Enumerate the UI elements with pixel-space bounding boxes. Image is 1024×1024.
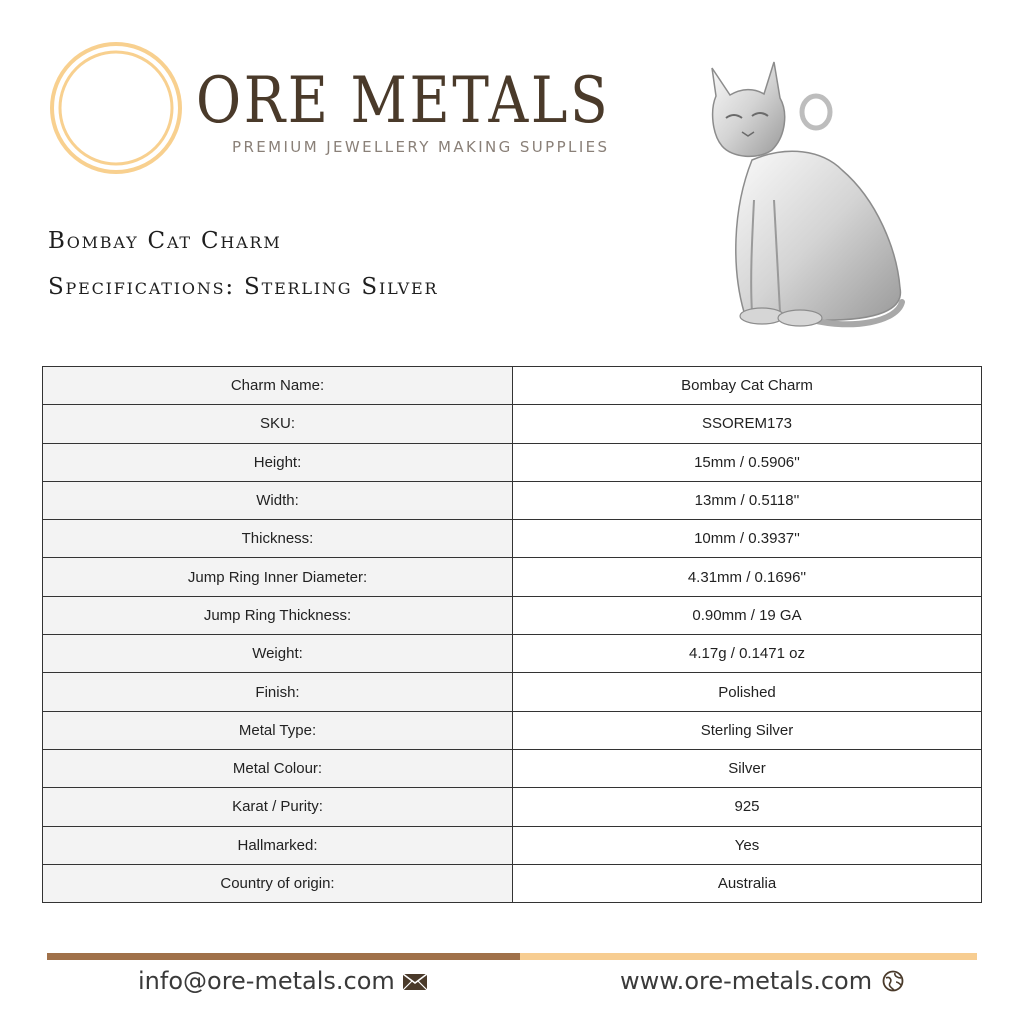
spec-value: 4.31mm / 0.1696'' (513, 558, 982, 596)
table-row (43, 405, 982, 443)
spec-label: Hallmarked: (43, 826, 513, 864)
table-row (43, 596, 982, 634)
spec-value: Bombay Cat Charm (513, 367, 982, 405)
spec-value: Sterling Silver (513, 711, 982, 749)
table-row (43, 749, 982, 787)
spec-label: Thickness: (43, 520, 513, 558)
table-row (43, 481, 982, 519)
spec-value: Australia (513, 864, 982, 902)
brand-tagline: PREMIUM JEWELLERY MAKING SUPPLIES (232, 138, 610, 156)
spec-label: SKU: (43, 405, 513, 443)
spec-value: 925 (513, 788, 982, 826)
specifications-heading: Specifications: Sterling Silver (48, 274, 439, 300)
spec-label: Width: (43, 481, 513, 519)
spec-label: Metal Type: (43, 711, 513, 749)
spec-label: Jump Ring Inner Diameter: (43, 558, 513, 596)
table-row (43, 826, 982, 864)
footer-bar-right (520, 953, 977, 960)
brand-name: ORE METALS (196, 64, 611, 138)
spec-value: Silver (513, 749, 982, 787)
website-link[interactable]: www.ore-metals.com (620, 967, 873, 995)
cat-charm-image (692, 50, 916, 340)
spec-label: Finish: (43, 673, 513, 711)
spec-label: Karat / Purity: (43, 788, 513, 826)
spec-label: Weight: (43, 635, 513, 673)
spec-label: Charm Name: (43, 367, 513, 405)
spec-value: Yes (513, 826, 982, 864)
table-row (43, 367, 982, 405)
spec-value: SSOREM173 (513, 405, 982, 443)
spec-value: 4.17g / 0.1471 oz (513, 635, 982, 673)
spec-value: 13mm / 0.5118'' (513, 481, 982, 519)
table-row (43, 520, 982, 558)
email-link[interactable]: info@ore-metals.com (138, 967, 395, 995)
spec-label: Height: (43, 443, 513, 481)
spec-label: Metal Colour: (43, 749, 513, 787)
logo-rings-icon (48, 40, 184, 176)
product-title: Bombay Cat Charm (48, 228, 282, 254)
footer-bar-left (47, 953, 520, 960)
table-row (43, 673, 982, 711)
spec-value: 0.90mm / 19 GA (513, 596, 982, 634)
spec-label: Jump Ring Thickness: (43, 596, 513, 634)
spec-value: Polished (513, 673, 982, 711)
spec-value: 10mm / 0.3937'' (513, 520, 982, 558)
table-row (43, 864, 982, 902)
mail-icon (402, 973, 428, 991)
table-row (43, 558, 982, 596)
spec-label: Country of origin: (43, 864, 513, 902)
globe-icon (882, 970, 904, 992)
table-row (43, 788, 982, 826)
table-row (43, 711, 982, 749)
table-row (43, 635, 982, 673)
specifications-table (42, 366, 982, 903)
table-row (43, 443, 982, 481)
spec-value: 15mm / 0.5906'' (513, 443, 982, 481)
